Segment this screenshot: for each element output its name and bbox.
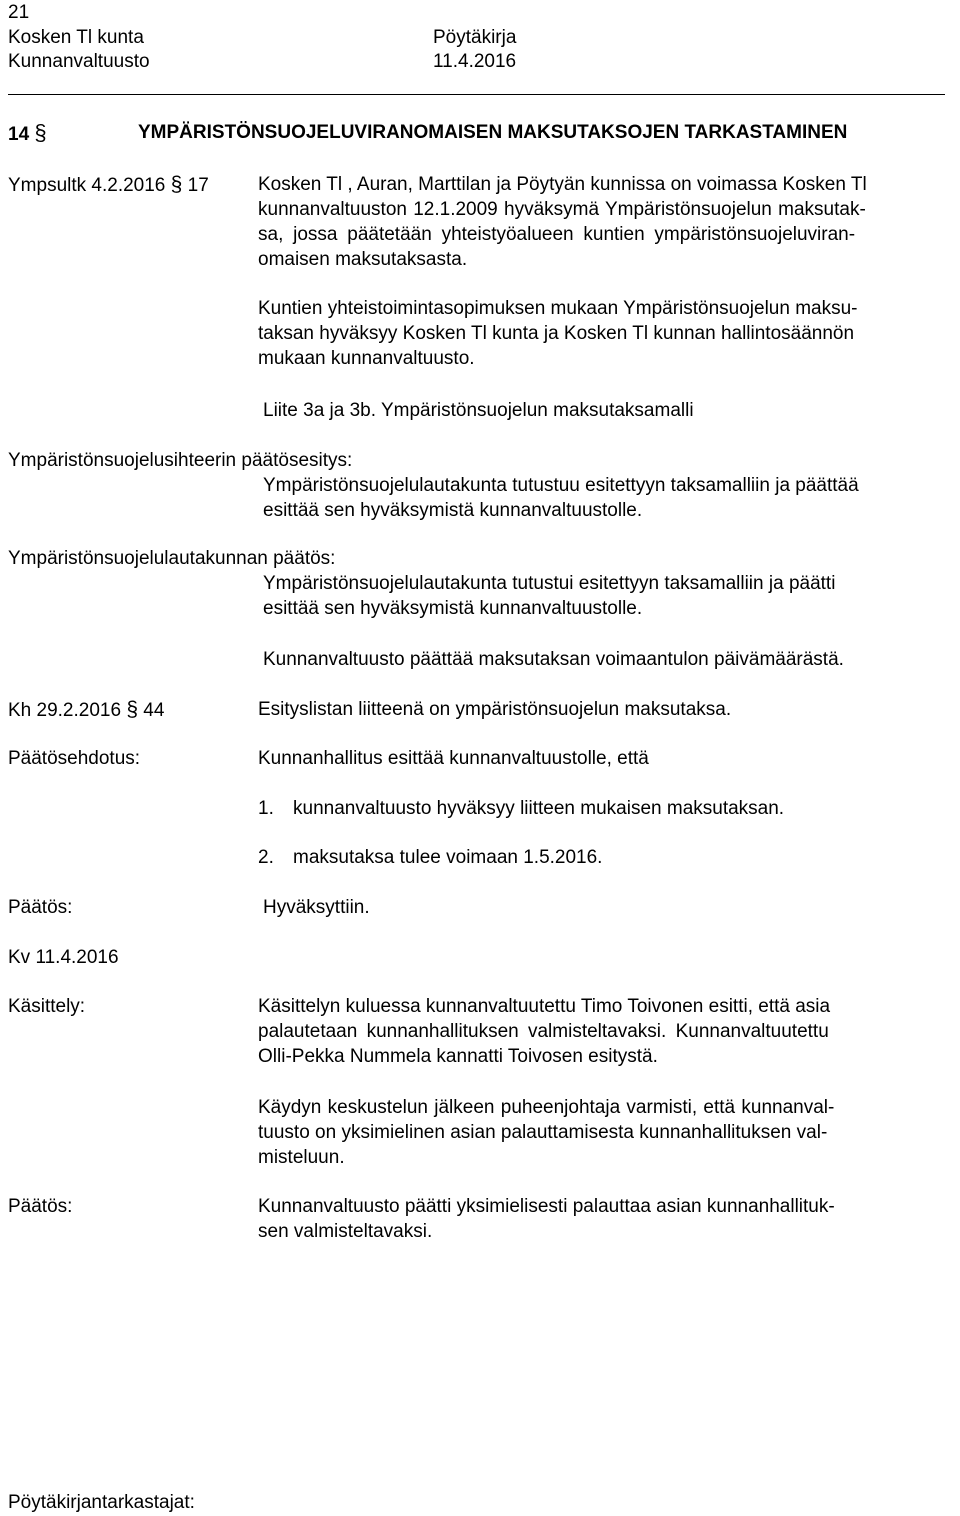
- kv-handling-line: misteluun.: [258, 1147, 345, 1168]
- kv-handling-line: tuusto on yksimielinen asian palauttamisesta kunnanhallituksen val-: [258, 1122, 828, 1143]
- paragraph-symbol: §: [34, 120, 47, 145]
- history-ref-para: 17: [187, 175, 209, 196]
- proposal-label: Ympäristönsuojelusihteerin päätösesitys:: [8, 450, 353, 471]
- meeting-body: Kunnanvaltuusto: [8, 51, 150, 72]
- kh-decision-label: Päätös:: [8, 897, 73, 918]
- kh-item-text: kunnanvaltuusto hyväksyy liitteen mukaisen maksutaksan.: [293, 798, 785, 819]
- kv-handling-paragraph-2: [258, 1095, 834, 1170]
- history-line: omaisen maksutaksasta.: [258, 249, 468, 270]
- paragraph-symbol: §: [170, 173, 183, 196]
- section-title: YMPÄRISTÖNSUOJELUVIRANOMAISEN MAKSUTAKSOJEN TARKASTAMINEN: [138, 122, 848, 143]
- agreement-line: mukaan kunnanvaltuusto.: [258, 348, 475, 369]
- minutes-checkers-label: Pöytäkirjantarkastajat:: [8, 1492, 195, 1513]
- kh-item-text: maksutaksa tulee voimaan 1.5.2016.: [293, 847, 603, 868]
- page-number: 21: [8, 2, 30, 23]
- kv-decision-line: sen valmisteltavaksi.: [258, 1221, 433, 1242]
- board-decision-line: Ympäristönsuojelulautakunta tutustui esitettyyn taksamalliin ja päätti: [263, 573, 836, 594]
- history-ref: [8, 172, 209, 198]
- attachment-reference: Liite 3a ja 3b. Ympäristönsuojelun maksutaksamalli: [263, 400, 694, 421]
- kv-decision-label: Päätös:: [8, 1196, 73, 1217]
- kh-ref-para: 44: [143, 700, 165, 721]
- board-decision-text: [263, 571, 835, 621]
- council-note: Kunnanvaltuusto päättää maksutaksan voimaantulon päivämäärästä.: [263, 649, 844, 670]
- kh-decision-text: Hyväksyttiin.: [263, 897, 370, 918]
- kh-item-number: 2.: [258, 847, 274, 868]
- board-decision-label: Ympäristönsuojelulautakunnan päätös:: [8, 548, 336, 569]
- agreement-paragraph: [258, 296, 858, 371]
- section-number-value: 14: [8, 124, 30, 145]
- meeting-date: 11.4.2016: [433, 51, 517, 72]
- history-ref-date: Ympsultk 4.2.2016: [8, 175, 166, 196]
- board-decision-line: esittää sen hyväksymistä kunnanvaltuustolle.: [263, 598, 643, 619]
- history-line: sa, jossa päätetään yhteistyöalueen kuntien ympäristönsuojeluviran-: [258, 224, 856, 245]
- kv-handling-line: Käydyn keskustelun jälkeen puheenjohtaja varmisti, että kunnanval-: [258, 1097, 835, 1118]
- kv-ref: Kv 11.4.2016: [8, 947, 119, 968]
- header-divider: [8, 94, 945, 95]
- kv-decision-line: Kunnanvaltuusto päätti yksimielisesti palauttaa asian kunnanhallituk-: [258, 1196, 835, 1217]
- kh-ref: [8, 697, 164, 723]
- agreement-line: Kuntien yhteistoimintasopimuksen mukaan Ympäristönsuojelun maksu-: [258, 298, 858, 319]
- kv-handling-line: palautetaan kunnanhallituksen valmisteltavaksi. Kunnanvaltuutettu: [258, 1021, 829, 1042]
- history-line: kunnanvaltuuston 12.1.2009 hyväksymä Ympäristönsuojelun maksutak-: [258, 199, 866, 220]
- organization-name: Kosken Tl kunta: [8, 27, 144, 48]
- kh-proposal-text: Kunnanhallitus esittää kunnanvaltuustolle, että: [258, 748, 649, 769]
- kv-handling-line: Käsittelyn kuluessa kunnanvaltuutettu Timo Toivonen esitti, että asia: [258, 996, 831, 1017]
- kh-text: Esityslistan liitteenä on ympäristönsuojelun maksutaksa.: [258, 699, 732, 720]
- history-line: Kosken Tl , Auran, Marttilan ja Pöytyän kunnissa on voimassa Kosken Tl: [258, 174, 867, 195]
- kv-handling-paragraph-1: [258, 994, 830, 1069]
- paragraph-symbol: §: [126, 698, 139, 721]
- document-type: Pöytäkirja: [433, 27, 517, 48]
- history-paragraph: [258, 172, 867, 272]
- agreement-line: taksan hyväksyy Kosken Tl kunta ja Kosken Tl kunnan hallintosäännön: [258, 323, 855, 344]
- kv-decision-text: [258, 1194, 835, 1244]
- kv-handling-line: Olli-Pekka Nummela kannatti Toivosen esitystä.: [258, 1046, 658, 1067]
- kh-proposal-label: Päätösehdotus:: [8, 748, 141, 769]
- proposal-text: [263, 473, 859, 523]
- kh-item-number: 1.: [258, 798, 274, 819]
- kv-handling-label: Käsittely:: [8, 996, 86, 1017]
- proposal-line: esittää sen hyväksymistä kunnanvaltuustolle.: [263, 500, 643, 521]
- kh-ref-date: Kh 29.2.2016: [8, 700, 122, 721]
- proposal-line: Ympäristönsuojelulautakunta tutustuu esitettyyn taksamalliin ja päättää: [263, 475, 859, 496]
- section-number: [8, 120, 47, 147]
